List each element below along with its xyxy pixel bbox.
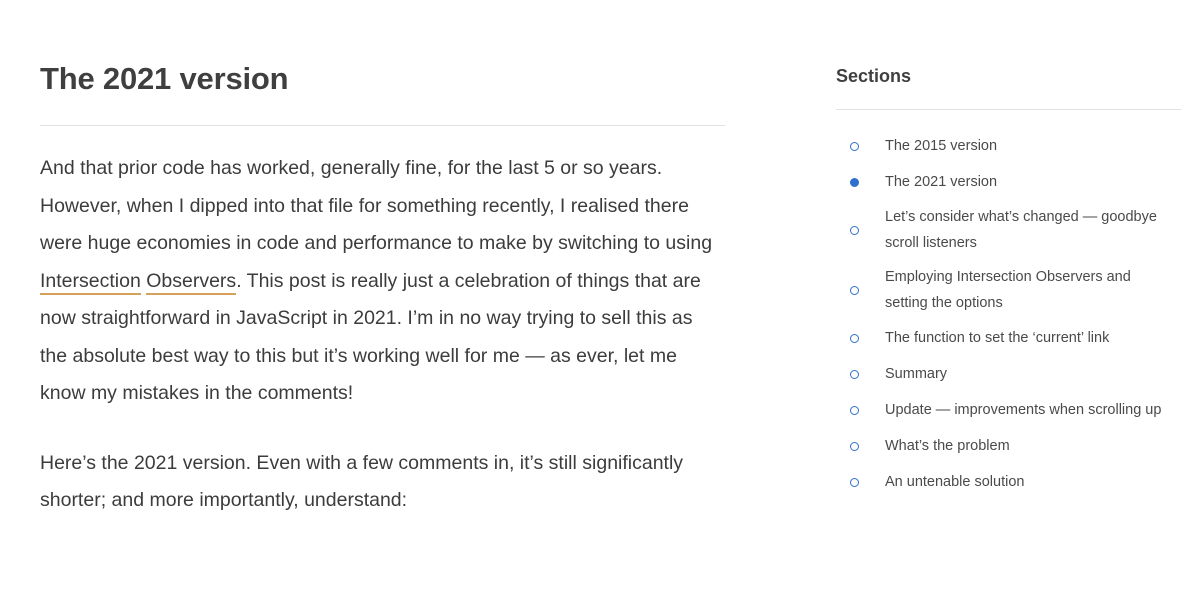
circle-bullet-icon bbox=[850, 142, 859, 151]
toc-item-label: Summary bbox=[885, 366, 948, 382]
toc-item-label: Update — improvements when scrolling up bbox=[885, 402, 1162, 418]
sections-sidebar bbox=[800, 0, 1200, 600]
toc-item[interactable] bbox=[836, 360, 1170, 388]
intersection-link[interactable]: Intersection bbox=[40, 270, 141, 295]
circle-bullet-icon bbox=[850, 442, 859, 451]
table-of-contents bbox=[836, 132, 1170, 496]
circle-bullet-icon bbox=[850, 334, 859, 343]
toc-item[interactable] bbox=[836, 168, 1170, 196]
toc-item-label: What’s the problem bbox=[885, 438, 1010, 454]
article-paragraph-2: Here’s the 2021 version. Even with a few comments in, it’s still significantly shorter; and more importantly, understand: bbox=[40, 451, 684, 512]
toc-item-label: Employing Intersection Observers and setting the options bbox=[885, 269, 1131, 311]
toc-item[interactable] bbox=[836, 132, 1170, 160]
circle-bullet-icon bbox=[850, 370, 859, 379]
toc-item-label: The 2015 version bbox=[885, 138, 998, 154]
sections-heading: Sections bbox=[836, 66, 912, 86]
paragraph-1-text-before: And that prior code has worked, generally fine, for the last 5 or so years. However, when I dipped into that file for something recently, I realised there were huge economies in code and performance to make by switching to using bbox=[40, 157, 713, 255]
circle-bullet-icon bbox=[850, 178, 859, 187]
sections-divider bbox=[836, 109, 1181, 110]
toc-item[interactable] bbox=[836, 264, 1170, 316]
circle-bullet-icon bbox=[850, 226, 859, 235]
paragraph-1-text-after: . This post is really just a celebration of things that are now straightforward in JavaScript in 2021. I’m in no way trying to sell this as the absolute best way to this but it’s working well for me — as ever, let me know my mistakes in the comments! bbox=[40, 269, 701, 405]
circle-bullet-icon bbox=[850, 286, 859, 295]
toc-item-label: Let’s consider what’s changed — goodbye scroll listeners bbox=[885, 209, 1157, 251]
page-title: The 2021 version bbox=[40, 61, 289, 96]
circle-bullet-icon bbox=[850, 406, 859, 415]
toc-item-label: An untenable solution bbox=[885, 474, 1025, 490]
toc-item[interactable] bbox=[836, 468, 1170, 496]
observers-link[interactable]: Observers bbox=[146, 270, 236, 295]
article-paragraph-1 bbox=[40, 150, 720, 413]
toc-item[interactable] bbox=[836, 432, 1170, 460]
title-divider bbox=[40, 125, 725, 126]
circle-bullet-icon bbox=[850, 478, 859, 487]
toc-item[interactable] bbox=[836, 396, 1170, 424]
toc-item-label: The 2021 version bbox=[885, 174, 998, 190]
toc-item[interactable] bbox=[836, 324, 1170, 352]
toc-item-label: The function to set the ‘current’ link bbox=[885, 330, 1110, 346]
toc-item[interactable] bbox=[836, 204, 1170, 256]
